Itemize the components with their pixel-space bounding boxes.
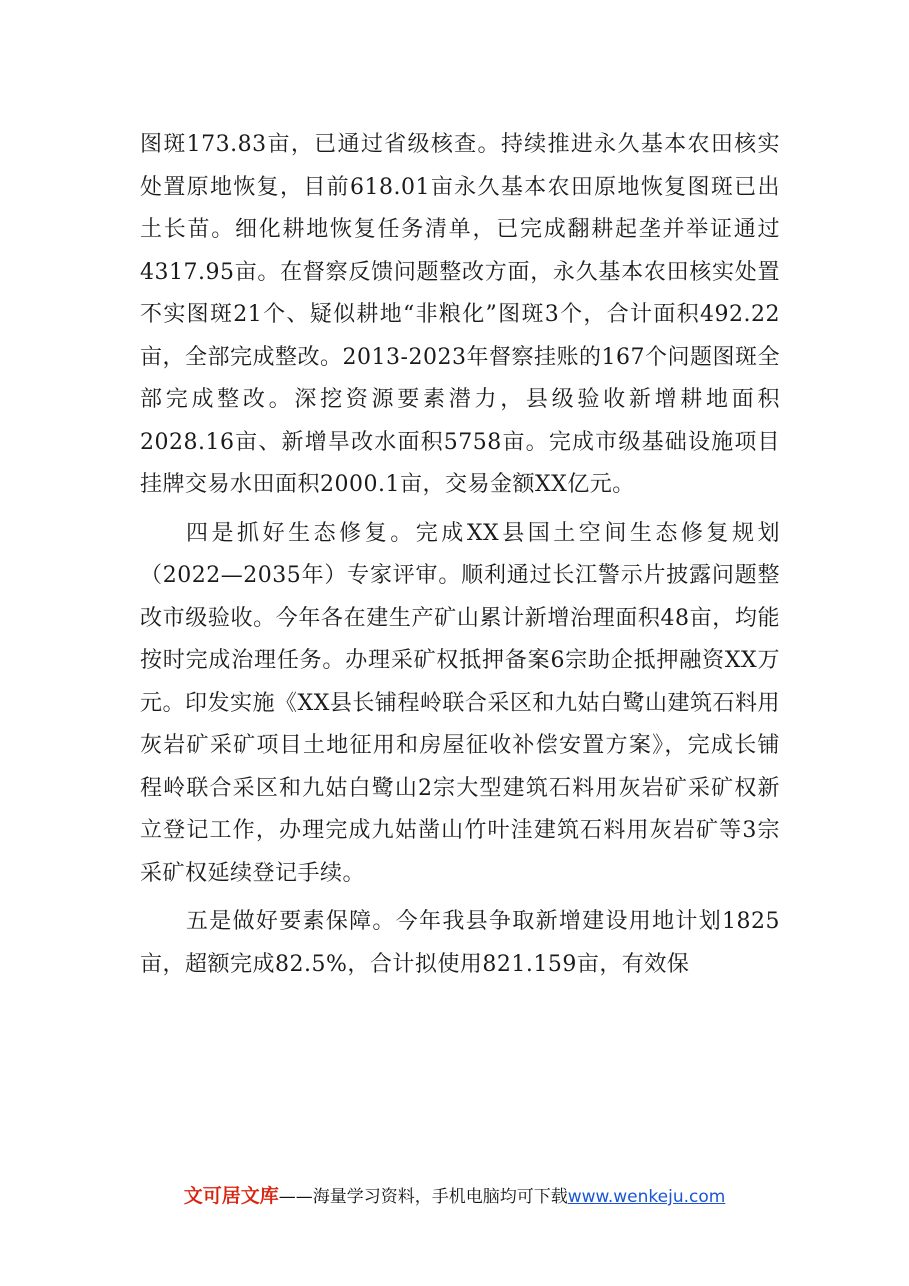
paragraph-ecological-restoration: 四是抓好生态修复。完成XX县国土空间生态修复规划（2022—2035年）专家评审。顺利通过长江警示片披露问题整改市级验收。今年各在建生产矿山累计新增治理面积48亩，均能按时完成治理任务。办理采矿权抵押备案6宗助企抵押融资XX万元。印发实施《XX县长铺程岭联合采区和九姑白鹭山建筑石料用灰岩矿采矿项目土地征用和房屋征收补偿安置方案》，完成长铺程岭联合采区和九姑白鹭山2宗大型建筑石料用灰岩矿采矿权新立登记工作，办理完成九姑凿山竹叶洼建筑石料用灰岩矿等3宗采矿权延续登记手续。	[140, 520, 780, 886]
footer-brand: 文可居文库	[183, 1185, 279, 1207]
paragraph-continuation: 图斑173.83亩，已通过省级核查。持续推进永久基本农田核实处置原地恢复，目前618.01亩永久基本农田原地恢复图斑已出土长苗。细化耕地恢复任务清单，已完成翻耕起垄并举证通过4317.95亩。在督察反馈问题整改方面，永久基本农田核实处置不实图斑21个、疑似耕地“非粮化”图斑3个，合计面积492.22亩，全部完成整改。2013-2023年督察挂账的167个问题图斑全部完成整改。深挖资源要素潜力，县级验收新增耕地面积2028.16亩、新增旱改水面积5758亩。完成市级基础设施项目挂牌交易水田面积2000.1亩，交易金额XX亿元。	[140, 132, 780, 497]
paragraph-resource-guarantee: 五是做好要素保障。今年我县争取新增建设用地计划1825亩，超额完成82.5%，合计拟使用821.159亩，有效保	[140, 909, 780, 977]
footer-link[interactable]: www.wenkeju.com	[567, 1187, 726, 1207]
document-body	[140, 124, 780, 986]
footer-tagline: ——海量学习资料，手机电脑均可下载	[278, 1187, 568, 1207]
page-footer	[0, 1181, 909, 1208]
